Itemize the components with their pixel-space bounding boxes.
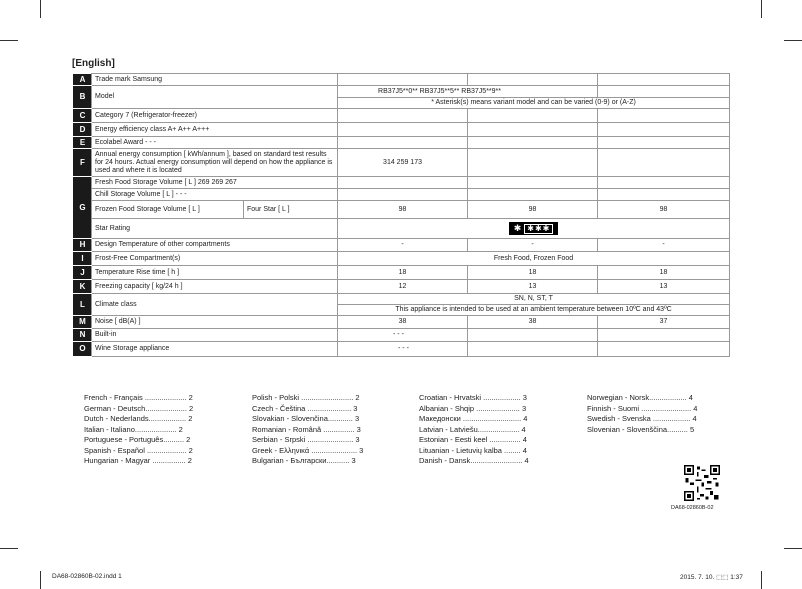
page-heading: [English] [72,58,115,69]
language-entry[interactable]: Danish - Dansk......................... 4 [419,456,529,465]
row-label: Wine Storage appliance [92,342,338,357]
table-row [74,137,730,149]
row-label: Fresh Food Storage Volume [ L ] 269 269 267 [92,177,338,189]
table-row [74,86,730,98]
row-letter: K [74,280,92,294]
cell-value: 18 [468,266,598,280]
row-letter: B [74,86,92,109]
row-letter: G [74,177,92,239]
crop-mark [40,0,41,18]
table-row [74,342,730,357]
language-entry[interactable]: Македонски ............................ 4 [419,414,528,423]
row-label: Star Rating [92,219,338,239]
cell-value: Fresh Food, Frozen Food [338,252,730,266]
table-row [74,149,730,177]
row-label: Ecolabel Award - - - [92,137,338,149]
cell-value: 13 [598,280,730,294]
table-row [74,219,730,239]
cell-value: SN, N, ST, T [338,294,730,305]
footer-file-name: DA68-02860B-02.indd 1 [52,573,122,580]
crop-mark [40,571,41,589]
cell-value: - [598,239,730,252]
row-label: Freezing capacity [ kg/24 h ] [92,280,338,294]
language-entry[interactable]: Albanian - Shqip ..................... 3 [419,403,527,413]
row-letter: I [74,252,92,266]
row-letter: O [74,342,92,357]
cell-value: 13 [468,280,598,294]
language-entry[interactable]: Swedish - Svenska .................. 4 [587,414,697,423]
cell-value: 98 [598,201,730,219]
language-column-1 [84,393,193,467]
cell-value: - [468,239,598,252]
row-label: Built-in [92,329,338,342]
language-entry[interactable]: Dutch - Nederlands.................. 2 [84,414,193,423]
star-rating-icon [509,222,559,235]
table-row [74,109,730,123]
language-entry[interactable]: Lituanian - Lietuvių kalba ........ 4 [419,445,527,455]
crop-mark [0,548,18,549]
row-letter: N [74,329,92,342]
row-label: Frozen Food Storage Volume [ L ] [92,201,244,219]
cell-value: - - - [338,342,468,357]
language-entry[interactable]: Greek - Ελληνικά ...................... 3 [252,445,364,455]
cell-value: 38 [468,316,598,329]
language-entry[interactable]: Slovakian - Slovenčina............ 3 [252,414,360,423]
cell-value: 98 [468,201,598,219]
table-row [74,316,730,329]
model-list: RB37J5**0** RB37J5**5** RB37J5**9** [338,86,598,98]
language-entry[interactable]: Estonian - Eesti keel ............... 4 [419,435,527,444]
crop-mark [784,40,802,41]
qr-code-icon [684,465,720,501]
language-entry[interactable]: Finnish - Suomi ........................ 4 [587,403,698,413]
cell-value: - - - [338,329,468,342]
cell-value: - [338,239,468,252]
language-entry[interactable]: Czech - Čeština ..................... 3 [252,403,358,413]
language-column-2 [252,393,363,467]
row-label: Category 7 (Refrigerator-freezer) [92,109,338,123]
table-row [74,252,730,266]
row-letter: F [74,149,92,177]
table-row [74,239,730,252]
row-letter: J [74,266,92,280]
footer-date: 2015. 7. 10. ⬚⬚ 1:37 [680,574,743,581]
row-label: Climate class [92,294,338,316]
energy-values: 314 259 173 [338,149,468,177]
row-label: Temperature Rise time [ h ] [92,266,338,280]
row-letter: L [74,294,92,316]
row-letter: H [74,239,92,252]
cell-value: 18 [598,266,730,280]
row-label: Noise [ dB(A) ] [92,316,338,329]
row-letter: M [74,316,92,329]
row-label: Model [92,86,338,109]
cell-value: 12 [338,280,468,294]
language-entry[interactable]: Romanian - Română ............... 3 [252,424,361,434]
spec-table [73,73,730,357]
language-entry[interactable]: Latvian - Latviešu.................... 4 [419,424,526,434]
crop-mark [0,40,18,41]
row-letter: D [74,123,92,137]
language-entry[interactable]: Norwegian - Norsk.................. 4 [587,393,693,402]
language-column-4 [587,393,697,435]
row-label: Trade mark Samsung [92,74,338,86]
language-entry[interactable]: Bulgarian - Български........... 3 [252,456,356,465]
cell-value: 18 [338,266,468,280]
language-entry[interactable]: German - Deutsch.................... 2 [84,403,194,413]
table-row [74,123,730,137]
crop-mark [784,548,802,549]
table-row [74,266,730,280]
table-row [74,294,730,305]
table-row [74,201,730,219]
row-label: Frost-Free Compartment(s) [92,252,338,266]
crop-mark [761,0,762,18]
table-row [74,329,730,342]
table-row [74,74,730,86]
row-letter: A [74,74,92,86]
cell-value: 38 [338,316,468,329]
language-entry[interactable]: Serbian - Srpski ...................... 3 [252,435,360,444]
language-entry[interactable]: Hungarian - Magyar ................ 2 [84,456,192,465]
language-entry[interactable]: Slovenian - Slovenščina.......... 5 [587,424,695,434]
language-entry[interactable]: Polish - Polski ......................... 2 [252,393,360,402]
star-icon: ✱ [513,223,523,233]
table-row [74,280,730,294]
language-column-3 [419,393,529,467]
star-box-icon: ✱✱✱ [524,224,553,234]
language-entry[interactable]: Croatian - Hrvatski .................. 3 [419,393,527,402]
row-sublabel: Four Star [ L ] [244,201,338,219]
row-label: Design Temperature of other compartments [92,239,338,252]
row-letter: C [74,109,92,123]
cell-value: 37 [598,316,730,329]
language-entry[interactable]: Portuguese - Português.......... 2 [84,435,191,444]
qr-code-label: DA68-02860B-02 [671,505,714,511]
language-entry[interactable]: Spanish - Español ................... 2 [84,445,193,455]
row-label: Chill Storage Volume [ L ] - - - [92,189,338,201]
row-label: Annual energy consumption [ kWh/annum ], based on standard test results for 24 hours. Actual energy consumption will depend on how the appliance is used and where it is located [92,149,338,177]
table-row [74,177,730,189]
model-note: * Asterisk(s) means variant model and can be varied (0-9) or (A-Z) [338,98,730,109]
crop-mark [761,571,762,589]
table-row [74,189,730,201]
language-entry[interactable]: Italian - Italiano.................... 2 [84,424,183,434]
row-label: Energy efficiency class A+ A++ A+++ [92,123,338,137]
row-letter: E [74,137,92,149]
climate-note: This appliance is intended to be used at an ambient temperature between 10ºC and 43ºC [338,305,730,316]
cell-value: 98 [338,201,468,219]
language-entry[interactable]: French - Français .................... 2 [84,393,193,402]
